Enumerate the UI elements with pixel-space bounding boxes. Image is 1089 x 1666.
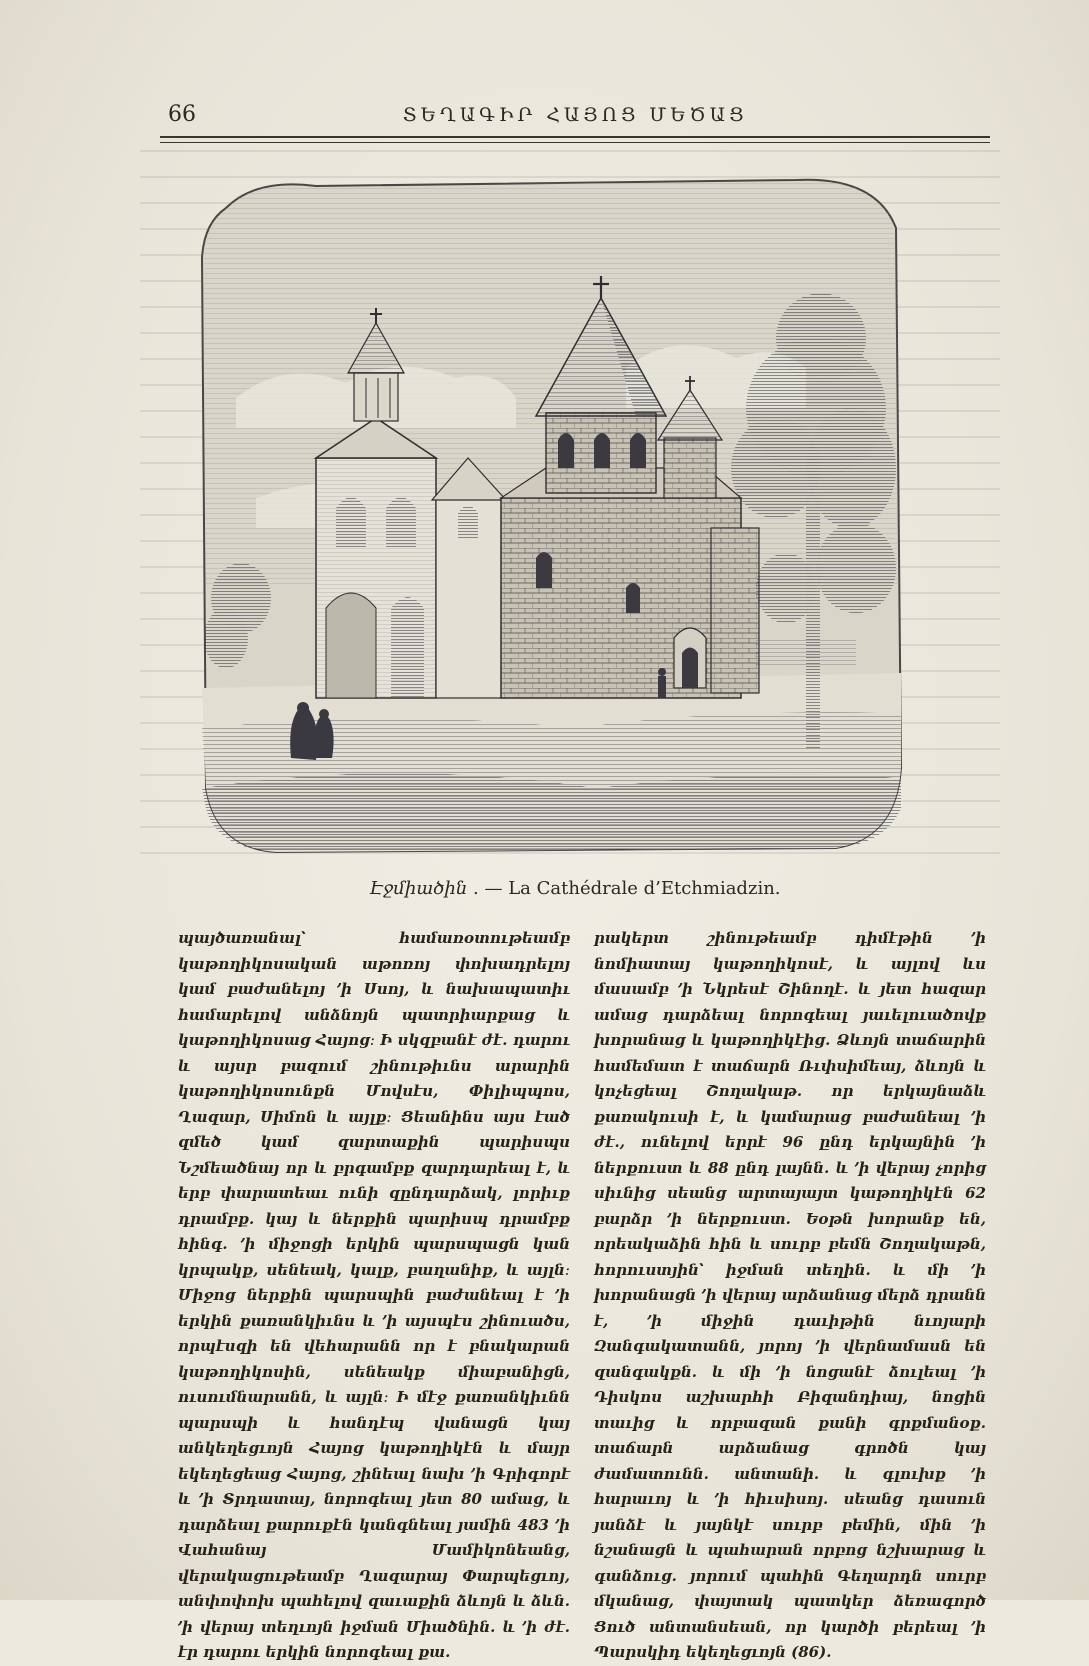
text-column-left xyxy=(178,926,570,1666)
caption-french: — La Cathédrale d’Etchmiadzin. xyxy=(484,878,781,899)
header-rule xyxy=(160,136,990,138)
cathedral-engraving-svg xyxy=(196,168,906,858)
running-title: ՏԵՂԱԳԻՐ ՀԱՅՈՑ ՄԵԾԱՑ xyxy=(402,104,748,126)
illustration-caption xyxy=(160,878,990,899)
header-rule-thin xyxy=(160,142,990,143)
page-header xyxy=(160,100,990,130)
body-text-right: րակերտ շինութեամբ դիմէթին ՚ի նոմիատայ կաթողիկոսէ, և այլով ևս մասամբ ՚ի Նկրեսէ Շինողէ. և յետ հազար ամաց դարձեալ նորոգեալ յաւելուածովք խորանաց և կաթողիկէից. Ձևոյն տաճարին համեմատ է տաճարն Ռւփսիմեայ, ձևոյն և կոչեցեալ Շողակաթ. որ երկայնաձև քառակուսի է, և կամարաց բաժանեալ ՚ի ժէ., ունելով երրէ 96 ընդ երկայնին ՚ի ներքուստ և 88 ընդ լայնն. և ՚ի վերայ չորից սիւնից սեանց արտայայտ կաթողիկէն 62 բարձր ՚ի ներքուստ. Եօթն խորանք են, որեակաձին հին և սուրբ բեմն Շողակաթն, հորուստյին՝ իջման տեղին. և մի ՚ի խորանացն ՚ի վերայ արձանաց մերձ դրանն է, ՚ի միջին դաւիթին նւոյարի Զանգակատանն, յորոյ ՚ի վերնամասն են զանգակքն. և մի ՚ի նոցանէ ձուլեալ ՚ի Դիսկոս աշխարհի Բիզանդիայ, նոցին տաւից և որբազան քանի գրքմանօք. տաճարն արձանաց գրոծն կայ ժամատունն. անտանի. և գլուխք ՚ի հարաւոյ և ՚ի հիւսիսոյ. սեանց դասուն յանձէ և յայնկէ սուրբ բեմին, մին ՚ի նշանացն և պահարան որբոց նշխարաց և գանձուց. յորում պահին Գեղարդն սուրբ մկանաց, փայտակ պատկեր ձեռագործ Ցուծ անտանսեան, որ կարծի բերեալ ՚ի Պարսկիդ եկեղեցւոյն (86). xyxy=(594,929,986,1661)
caption-armenian: Էջմիածին . xyxy=(369,878,479,899)
page-number: 66 xyxy=(168,102,196,127)
cathedral-engraving xyxy=(196,168,906,858)
text-column-right xyxy=(594,926,986,1666)
body-text-left: պայծառանալ՝ համառօտութեամբ կաթողիկոսական աթոռոյ փոխադրելոյ կամ բաժանելոյ ՚ի Սսոյ, և նախապատիւ համարելով անձնոյն պատրիարքաց և կաթողիկոսաց Հայոց։ Ի սկզբանէ ժէ. դարու և այսր բազում շինութիւնս արարին կաթողիկոսունքն Մովսէս, Փիլիպպոս, Ղազար, Սիմոն և այլք։ Ցեանինս այս էած զմեծ կամ զարտաքին պարիսպս Նշմեածնայ որ և բրգամբք զարդարեալ է, և երբ փարատեաւ ունի զընդարձակ, լորիւք դրամբք. կայ և ներքին պարիսպ դրամբք հինգ. ՚ի միջոցի երկին պարսպացն կան կրպակք, սենեակ, կալք, բաղանիք, և այլն։ Միջոց ներքին պարսպին բաժանեալ է ՚ի երկին քառանկիւնս և ՚ի այսպէս շինուածս, որպէսզի են վեհարանն որ է բնակարան կաթողիկոսին, սենեակք միաբանիցն, ուսումնարանն, և այլն։ Ի մէջ քառանկիւնն պարսպի և հանդէպ վանացն կայ անկեղեցւոյն Հայոց կաթողիկէն և մայր եկեղեցեաց Հայոց, շինեալ նախ ՚ի Գրիգորէ և ՚ի Տրդատայ, նորոգեալ յետ 80 ամաց, և դարձեալ քարուքէն կանգնեալ յամին 483 ՚ի Վահանայ Մամիկոնեանց, վերակացութեամբ Ղազարայ Փարպեցւոյ, անփոփոխ պահելով զաւաքին ձևոյն և ձևն. ՚ի վերայ տեղւոյն իջման Միածնին. և ՚ի ժէ. էր դարու երկին նորոգեալ քա. xyxy=(178,929,570,1661)
